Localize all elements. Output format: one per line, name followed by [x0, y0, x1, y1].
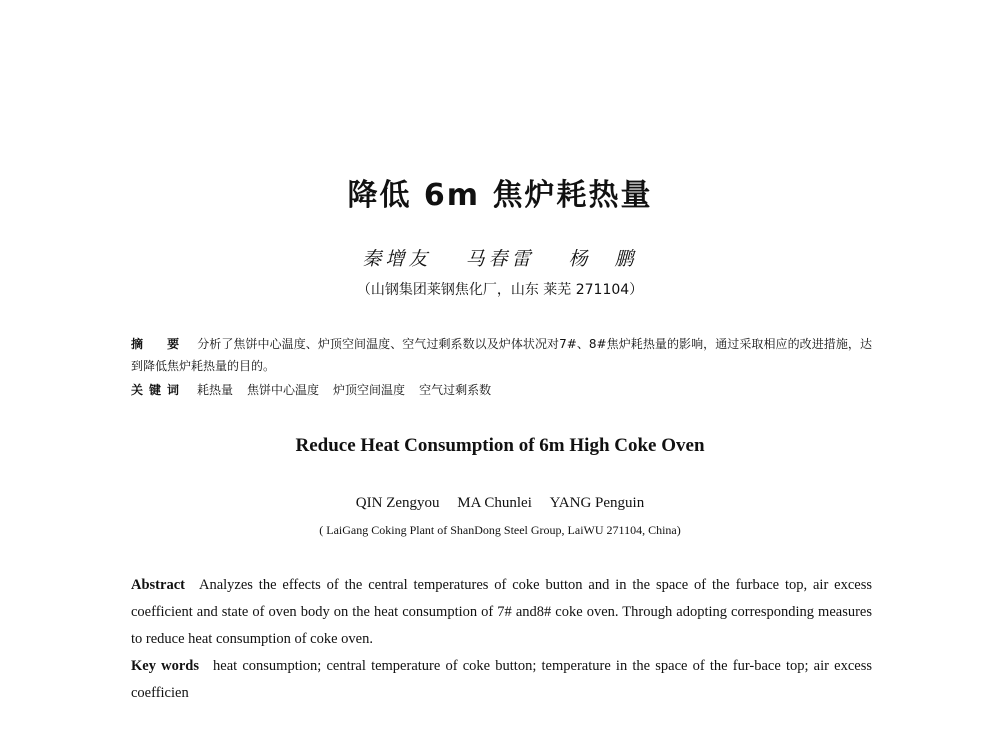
keyword-cn: 炉顶空间温度	[333, 383, 406, 397]
keywords-text-en: heat consumption; central temperature of coke button; temperature in the space of the fur-bace top; air excess coefficien	[131, 658, 872, 701]
author-list-cn	[0, 244, 1000, 271]
keyword-cn: 焦饼中心温度	[247, 383, 320, 397]
affiliation-en: ( LaiGang Coking Plant of ShanDong Steel Group, LaiWU 271104, China)	[319, 523, 681, 537]
abstract-cn	[131, 333, 872, 377]
abstract-label-en: Abstract	[131, 577, 185, 593]
author-cn: 马春雷	[465, 248, 535, 270]
author-cn: 杨 鹏	[568, 248, 638, 270]
abstract-text-en: Analyzes the effects of the central temperatures of coke button and in the space of the furbace top, air excess coefficient and state of oven body on the heat consumption of 7# and8# coke oven. Through adopting corresponding measures to reduce heat consumption of coke oven.	[131, 577, 872, 647]
affiliation-cn: （山钢集团莱钢焦化厂，山东 莱芜 271104）	[356, 282, 644, 298]
keyword-cn: 空气过剩系数	[419, 383, 492, 397]
paper-title-cn: 降低 6m 焦炉耗热量	[347, 178, 653, 213]
author-en: MA Chunlei	[457, 495, 532, 511]
author-en: YANG Penguin	[549, 495, 645, 511]
keywords-en	[131, 653, 872, 707]
author-list-en	[0, 495, 1000, 512]
paper-title-en: Reduce Heat Consumption of 6m High Coke Oven	[295, 435, 705, 456]
keywords-cn	[131, 380, 872, 400]
abstract-label-cn: 摘 要	[131, 337, 186, 351]
abstract-text-cn: 分析了焦饼中心温度、炉顶空间温度、空气过剩系数以及炉体状况对7#、8#焦炉耗热量的影响，通过采取相应的改进措施，达到降低焦炉耗热量的目的。	[131, 337, 872, 373]
keywords-label-cn: 关键词	[131, 383, 186, 397]
author-cn: 秦增友	[362, 248, 432, 270]
author-en: QIN Zengyou	[355, 495, 440, 511]
keywords-label-en: Key words	[131, 658, 200, 674]
abstract-en	[131, 572, 872, 653]
keyword-cn: 耗热量	[197, 383, 234, 397]
